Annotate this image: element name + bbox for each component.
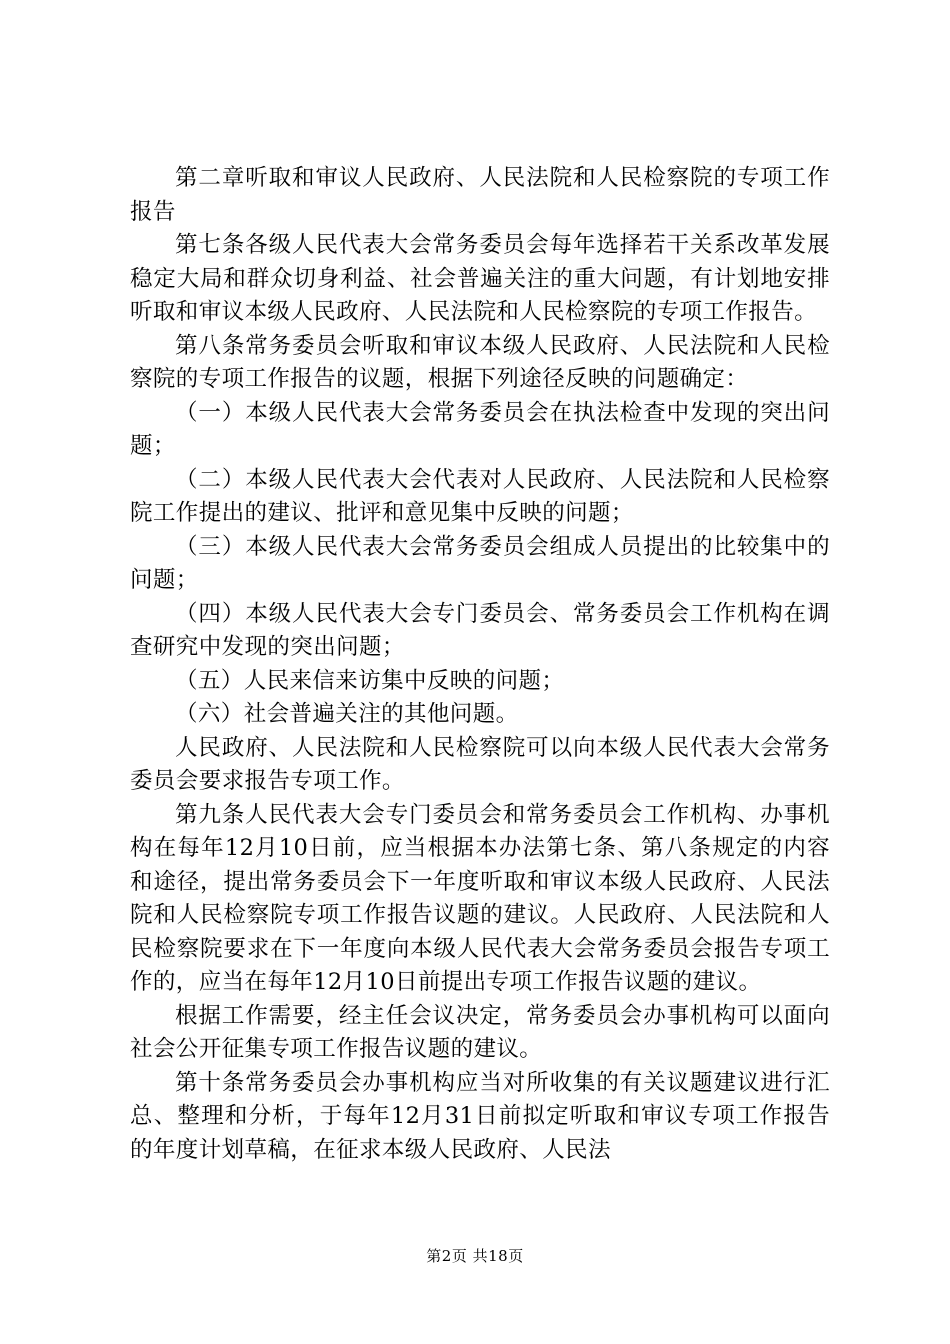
article-8-paragraph: 第八条常务委员会听取和审议本级人民政府、人民法院和人民检察院的专项工作报告的议题，根据下列途径反映的问题确定：	[130, 332, 830, 392]
list-item-3: （三）本级人民代表大会常务委员会组成人员提出的比较集中的问题；	[130, 533, 830, 593]
article-7-paragraph: 第七条各级人民代表大会常务委员会每年选择若干关系改革发展稳定大局和群众切身利益、社会普遍关注的重大问题，有计划地安排听取和审议本级人民政府、人民法院和人民检察院的专项工作报告。	[130, 232, 830, 325]
list-item-5: （五）人民来信来访集中反映的问题；	[175, 667, 565, 694]
list-item-4: （四）本级人民代表大会专门委员会、常务委员会工作机构在调查研究中发现的突出问题；	[130, 600, 830, 660]
article-9-paragraph: 第九条人民代表大会专门委员会和常务委员会工作机构、办事机构在每年12月10日前，应当根据本办法第七条、第八条规定的内容和途径，提出常务委员会下一年度听取和审议本级人民政府、人民法院和人民检察院专项工作报告议题的建议。人民政府、人民法院和人民检察院要求在下一年度向本级人民代表大会常务委员会报告专项工作的，应当在每年12月10日前提出专项工作报告议题的建议。	[130, 801, 830, 995]
chapter-heading: 第二章听取和审议人民政府、人民法院和人民检察院的专项工作报告	[130, 165, 830, 225]
page-number-footer: 第2页 共18页	[426, 1247, 524, 1265]
article-9-supplement-paragraph: 根据工作需要，经主任会议决定，常务委员会办事机构可以面向社会公开征集专项工作报告议题的建议。	[130, 1002, 830, 1062]
article-8-supplement-paragraph: 人民政府、人民法院和人民检察院可以向本级人民代表大会常务委员会要求报告专项工作。	[130, 734, 830, 794]
list-item-2: （二）本级人民代表大会代表对人民政府、人民法院和人民检察院工作提出的建议、批评和意见集中反映的问题；	[130, 466, 830, 526]
list-item-1: （一）本级人民代表大会常务委员会在执法检查中发现的突出问题；	[130, 399, 830, 459]
document-body	[130, 162, 830, 1167]
list-item-6: （六）社会普遍关注的其他问题。	[175, 701, 519, 727]
article-10-paragraph: 第十条常务委员会办事机构应当对所收集的有关议题建议进行汇总、整理和分析，于每年12月31日前拟定听取和审议专项工作报告的年度计划草稿，在征求本级人民政府、人民法	[130, 1069, 830, 1163]
